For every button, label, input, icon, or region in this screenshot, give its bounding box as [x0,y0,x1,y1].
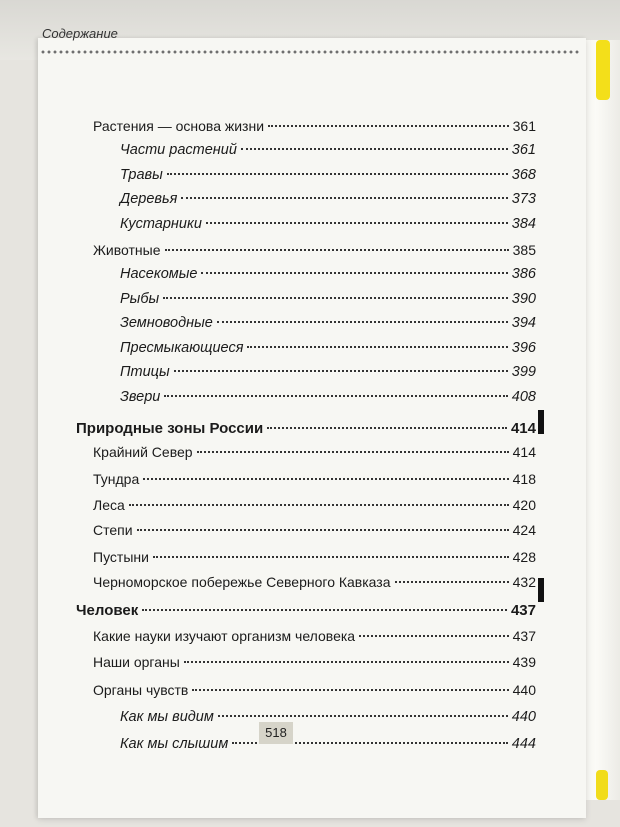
toc-entry[interactable] [93,471,536,487]
toc-dot-leader [395,581,509,583]
toc-entry[interactable] [120,167,536,183]
toc-dot-leader [129,504,509,506]
toc-dot-leader [247,346,507,348]
toc-dot-leader [137,529,509,531]
toc-entry[interactable] [93,497,536,513]
toc-entry[interactable] [120,736,536,752]
header-dotted-rule [40,50,580,54]
toc-dot-leader [165,249,509,251]
toc-entry-page: 418 [512,471,536,487]
toc-entry-label: Тундра [93,471,140,487]
toc-dot-leader [359,635,509,637]
toc-entry[interactable] [93,242,536,258]
toc-dot-leader [181,197,507,199]
running-header: Содержание [42,26,118,41]
toc-entry[interactable] [76,602,536,619]
toc-entry-page: 424 [512,522,536,538]
toc-dot-leader [184,661,509,663]
toc-entry-page: 361 [512,118,536,134]
toc-entry[interactable] [120,389,536,405]
toc-dot-leader [218,715,508,717]
toc-entry[interactable] [120,191,536,207]
page-number: 518 [259,722,293,744]
toc-entry-page: 385 [512,242,536,258]
toc-entry-label: Части растений [120,142,237,158]
toc-entry[interactable] [76,420,536,437]
toc-entry[interactable] [120,142,536,158]
toc-entry-label: Природные зоны России [76,420,264,437]
toc-dot-leader [241,148,508,150]
toc-dot-leader [164,395,507,397]
toc-entry-page: 439 [512,654,536,670]
toc-entry-label: Животные [93,242,161,258]
toc-dot-leader [167,173,508,175]
toc-dot-leader [143,478,508,480]
toc-entry-label: Растения — основа жизни [93,118,265,134]
toc-entry[interactable] [120,216,536,232]
toc-entry-page: 368 [511,167,536,183]
toc-entry-page: 390 [511,291,536,307]
toc-dot-leader [142,609,507,611]
toc-dot-leader [268,125,509,127]
toc-entry-page: 414 [512,444,536,460]
toc-entry-label: Пустыни [93,549,149,565]
toc-entry-label: Деревья [120,191,178,207]
toc-entry-page: 440 [511,709,536,725]
toc-entry-label: Птицы [120,364,170,380]
toc-entry[interactable] [93,628,536,644]
toc-entry-page: 432 [512,574,536,590]
toc-entry-page: 396 [511,340,536,356]
toc-entry-page: 428 [512,549,536,565]
toc-entry-label: Крайний Север [93,444,193,460]
bookmark-tab-bottom [596,770,608,800]
toc-entry[interactable] [93,118,536,134]
toc-entry-page: 444 [511,736,536,752]
toc-dot-leader [192,689,508,691]
toc-entry-page: 394 [511,315,536,331]
toc-dot-leader [153,556,509,558]
toc-entry[interactable] [120,709,536,725]
section-bar [538,578,544,602]
toc-entry-label: Звери [120,389,161,405]
toc-entry-label: Леса [93,497,125,513]
toc-entry[interactable] [93,522,536,538]
toc-entry-label: Степи [93,522,133,538]
toc-entry-label: Наши органы [93,654,180,670]
toc-entry[interactable] [120,340,536,356]
toc-entry-label: Насекомые [120,266,198,282]
toc-entry-page: 408 [511,389,536,405]
book-spine [580,40,620,800]
toc-entry-label: Органы чувств [93,682,189,698]
toc-entry-page: 386 [511,266,536,282]
toc-entry-page: 414 [510,420,536,437]
toc-entry-page: 437 [510,602,536,619]
toc-dot-leader [201,272,507,274]
toc-entry-page: 373 [511,191,536,207]
toc-entry[interactable] [93,549,536,565]
toc-entry[interactable] [120,266,536,282]
toc-entry-label: Человек [76,602,139,619]
toc-entry[interactable] [120,364,536,380]
toc-entry-label: Пресмыкающиеся [120,340,244,356]
toc-entry-label: Травы [120,167,163,183]
toc-entry-label: Как мы видим [120,709,214,725]
toc-entry-label: Как мы слышим [120,736,229,752]
toc-dot-leader [267,427,507,429]
toc-dot-leader [217,321,508,323]
toc-entry-page: 361 [511,142,536,158]
toc-entry-label: Рыбы [120,291,160,307]
toc-entry-label: Земноводные [120,315,213,331]
toc-entry-page: 420 [512,497,536,513]
toc-dot-leader [197,451,509,453]
toc-entry-page: 399 [511,364,536,380]
toc-entry[interactable] [93,654,536,670]
toc-entry-page: 440 [512,682,536,698]
toc-dot-leader [206,222,508,224]
toc-entry[interactable] [93,444,536,460]
toc-entry-label: Черноморское побережье Северного Кавказа [93,574,391,590]
toc-entry-label: Какие науки изучают организм человека [93,628,356,644]
toc-entry[interactable] [120,291,536,307]
toc-dot-leader [163,297,508,299]
toc-entry-label: Кустарники [120,216,202,232]
toc-entry-page: 384 [511,216,536,232]
toc-entry[interactable] [93,574,536,590]
toc-entry[interactable] [93,682,536,698]
toc-dot-leader [174,370,508,372]
section-bar [538,410,544,434]
toc-entry[interactable] [120,315,536,331]
toc-entry-page: 437 [512,628,536,644]
bookmark-tab-top [596,40,610,100]
